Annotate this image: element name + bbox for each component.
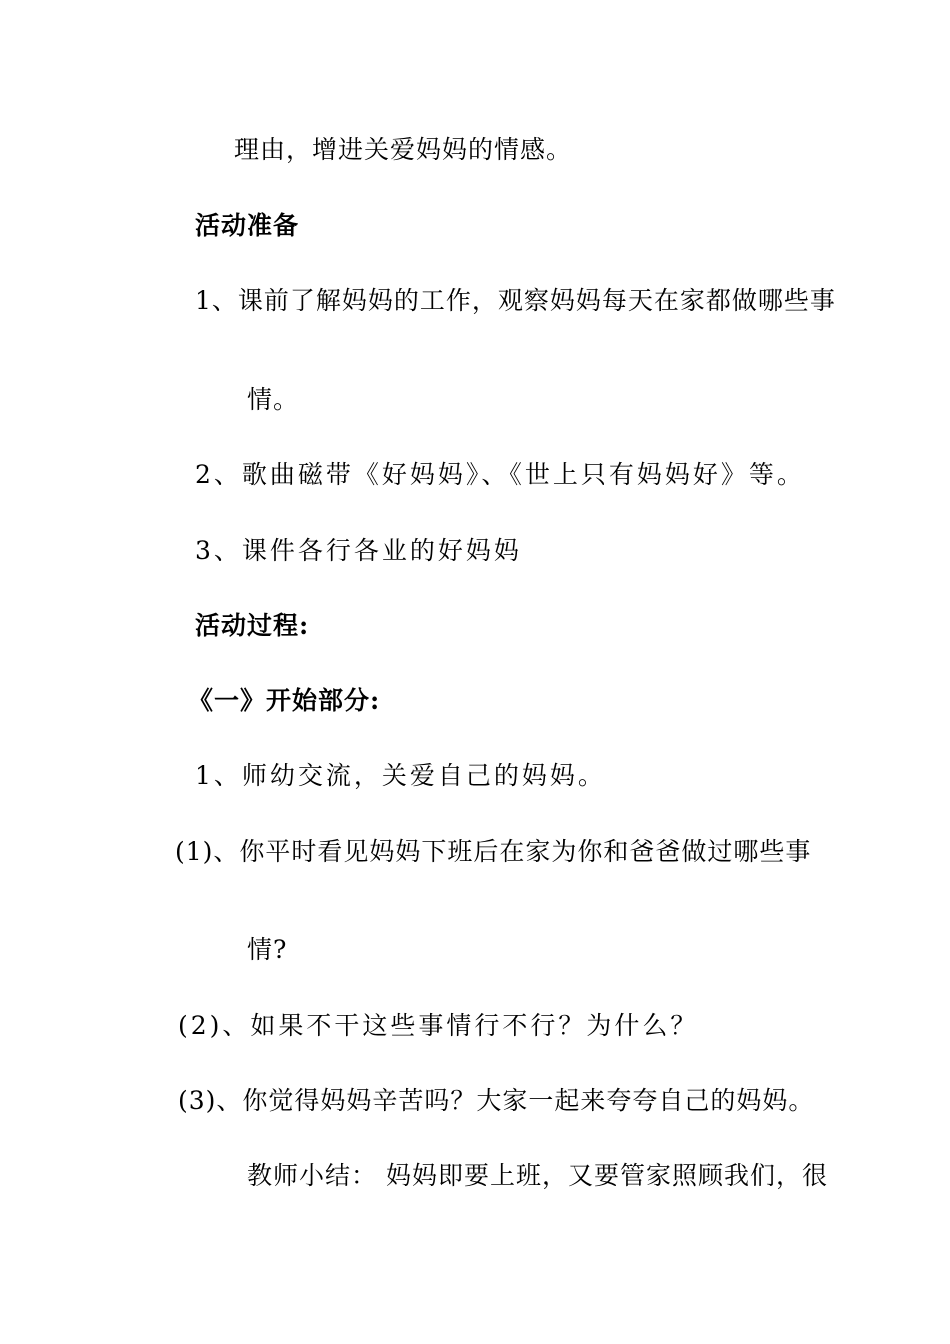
section-heading-preparation: 活动准备 [195,211,300,240]
question-1-wrap: 情? [247,935,288,964]
list-item-prep-1: 1、课前了解妈妈的工作，观察妈妈每天在家都做哪些事 [195,286,836,315]
section-heading-process: 活动过程: [195,611,310,640]
list-item-prep-3: 3、课件各行各业的好妈妈 [195,536,522,565]
step-1: 1、师幼交流，关爱自己的妈妈。 [195,761,606,790]
paragraph-continuation: 理由，增进关爱妈妈的情感。 [234,135,573,164]
subsection-heading-start: 《一》开始部分: [188,686,381,715]
question-2: (2)、如果不干这些事情行不行？为什么？ [178,1011,699,1040]
question-3: (3)、你觉得妈妈辛苦吗？大家一起来夸夸自己的妈妈。 [178,1086,815,1115]
list-item-prep-2: 2、歌曲磁带《好妈妈》、《世上只有妈妈好》等。 [195,460,805,489]
teacher-summary: 教师小结： 妈妈即要上班，又要管家照顾我们，很 [247,1161,828,1190]
list-item-prep-1-wrap: 情。 [247,385,300,414]
question-1: (1)、你平时看见妈妈下班后在家为你和爸爸做过哪些事 [175,837,812,866]
